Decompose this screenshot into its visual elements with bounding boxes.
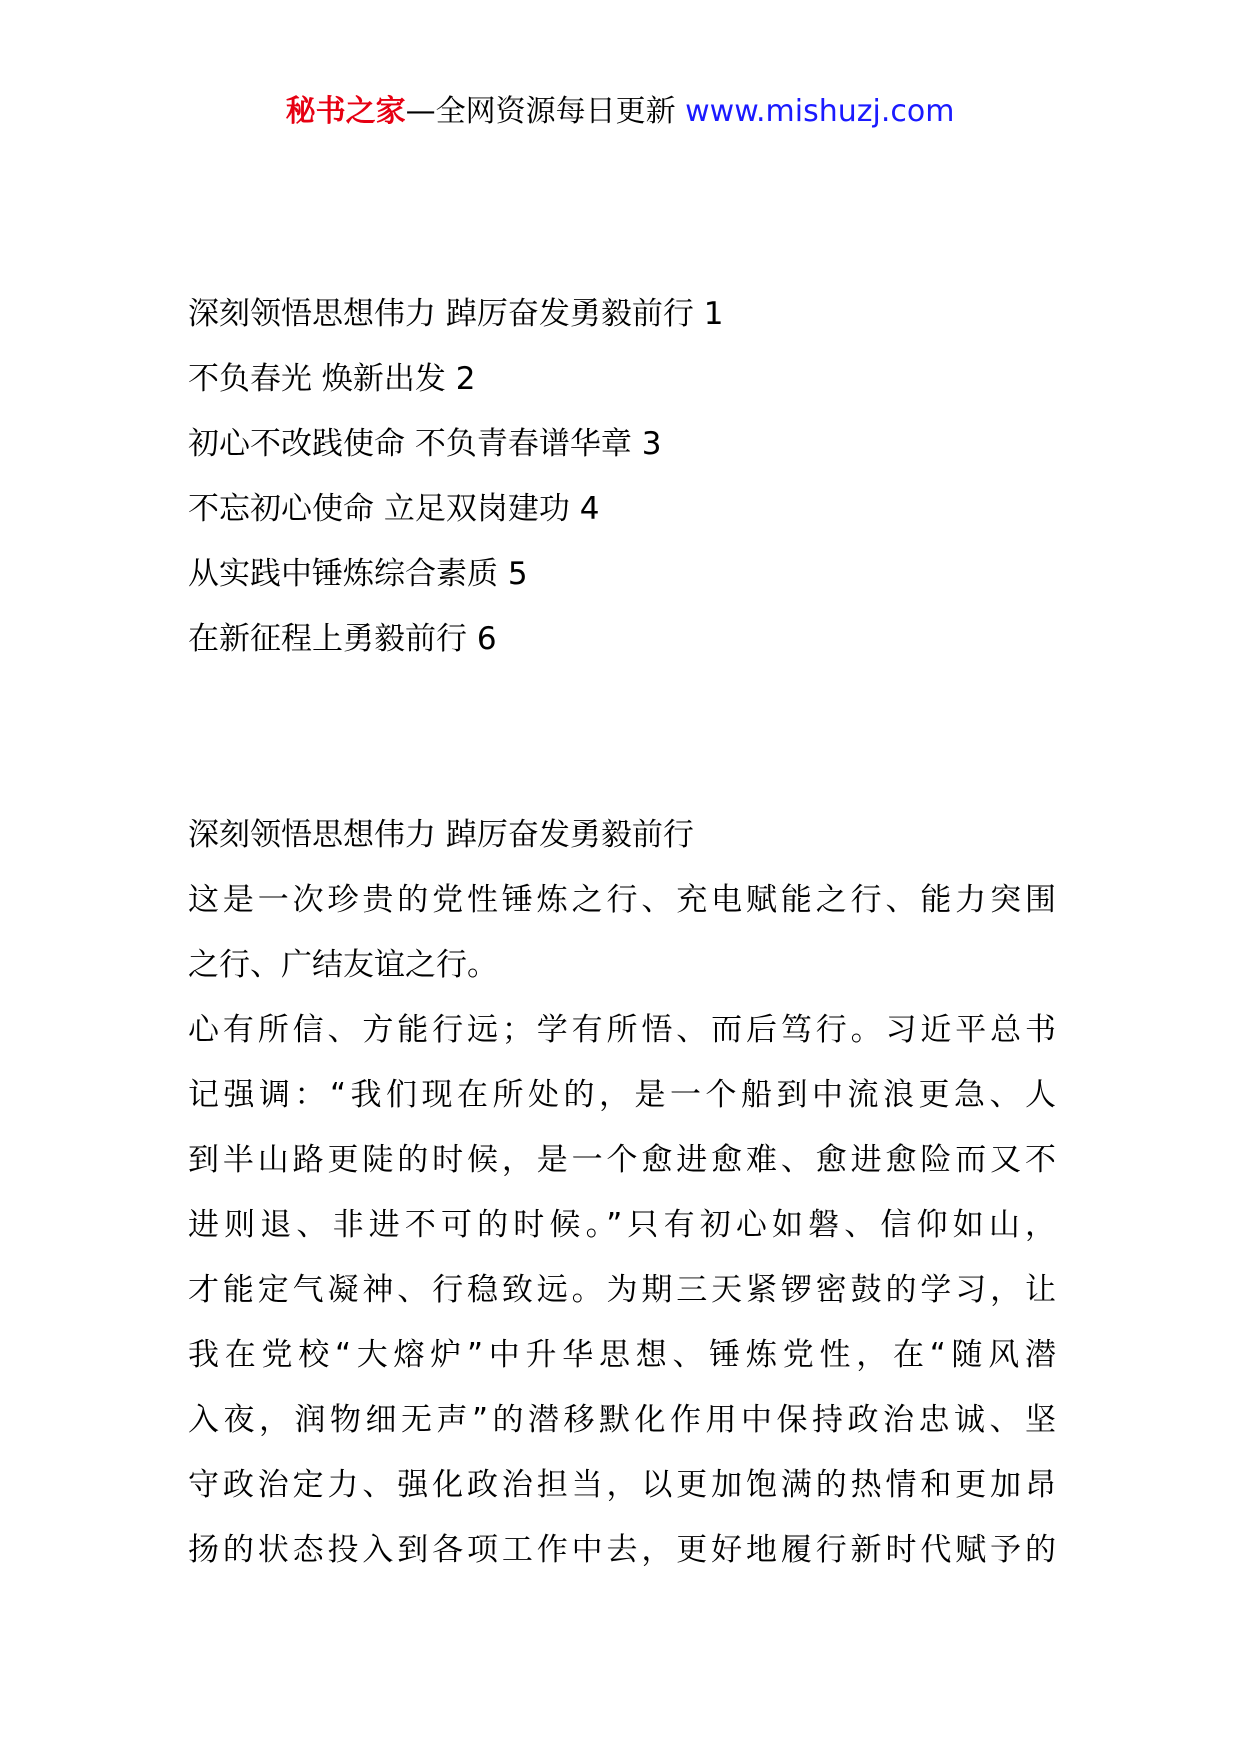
- toc-item[interactable]: 深刻领悟思想伟力 踔厉奋发勇毅前行 1: [188, 296, 724, 332]
- toc-item[interactable]: 从实践中锤炼综合素质 5: [188, 556, 528, 592]
- toc-item[interactable]: 不忘初心使命 立足双岗建功 4: [188, 491, 600, 527]
- paragraph-line: 心有所信、方能行远；学有所悟、而后笃行。习近平总书: [188, 1012, 1056, 1048]
- paragraph-line: 我在党校“大熔炉”中升华思想、锤炼党性，在“随风潜: [188, 1337, 1056, 1373]
- paragraph-line: 扬的状态投入到各项工作中去，更好地履行新时代赋予的: [188, 1532, 1056, 1568]
- article-body: [188, 815, 1056, 1595]
- toc-item[interactable]: 不负春光 焕新出发 2: [188, 361, 476, 397]
- site-url-link[interactable]: www.mishuzj.com: [685, 94, 955, 129]
- paragraph-line: 到半山路更陡的时候，是一个愈进愈难、愈进愈险而又不: [188, 1142, 1056, 1178]
- paragraph-line: 之行、广结友谊之行。: [188, 947, 498, 983]
- toc-item[interactable]: 在新征程上勇毅前行 6: [188, 621, 497, 657]
- site-brand: 秘书之家: [285, 94, 406, 129]
- paragraph-line: 记强调：“我们现在所处的，是一个船到中流浪更急、人: [188, 1077, 1056, 1113]
- paragraph-line: 这是一次珍贵的党性锤炼之行、充电赋能之行、能力突围: [188, 882, 1056, 918]
- paragraph-line: 进则退、非进不可的时候。”只有初心如磐、信仰如山，: [188, 1207, 1056, 1243]
- site-header: [0, 92, 1240, 132]
- paragraph-line: 入夜，润物细无声”的潜移默化作用中保持政治忠诚、坚: [188, 1402, 1056, 1438]
- paragraph-line: 守政治定力、强化政治担当，以更加饱满的热情和更加昂: [188, 1467, 1056, 1503]
- toc-item[interactable]: 初心不改践使命 不负青春谱华章 3: [188, 426, 662, 462]
- site-tagline: —全网资源每日更新: [405, 94, 676, 129]
- paragraph-line: 才能定气凝神、行稳致远。为期三天紧锣密鼓的学习，让: [188, 1272, 1056, 1308]
- article-title: 深刻领悟思想伟力 踔厉奋发勇毅前行: [188, 817, 694, 853]
- table-of-contents: [188, 294, 1068, 684]
